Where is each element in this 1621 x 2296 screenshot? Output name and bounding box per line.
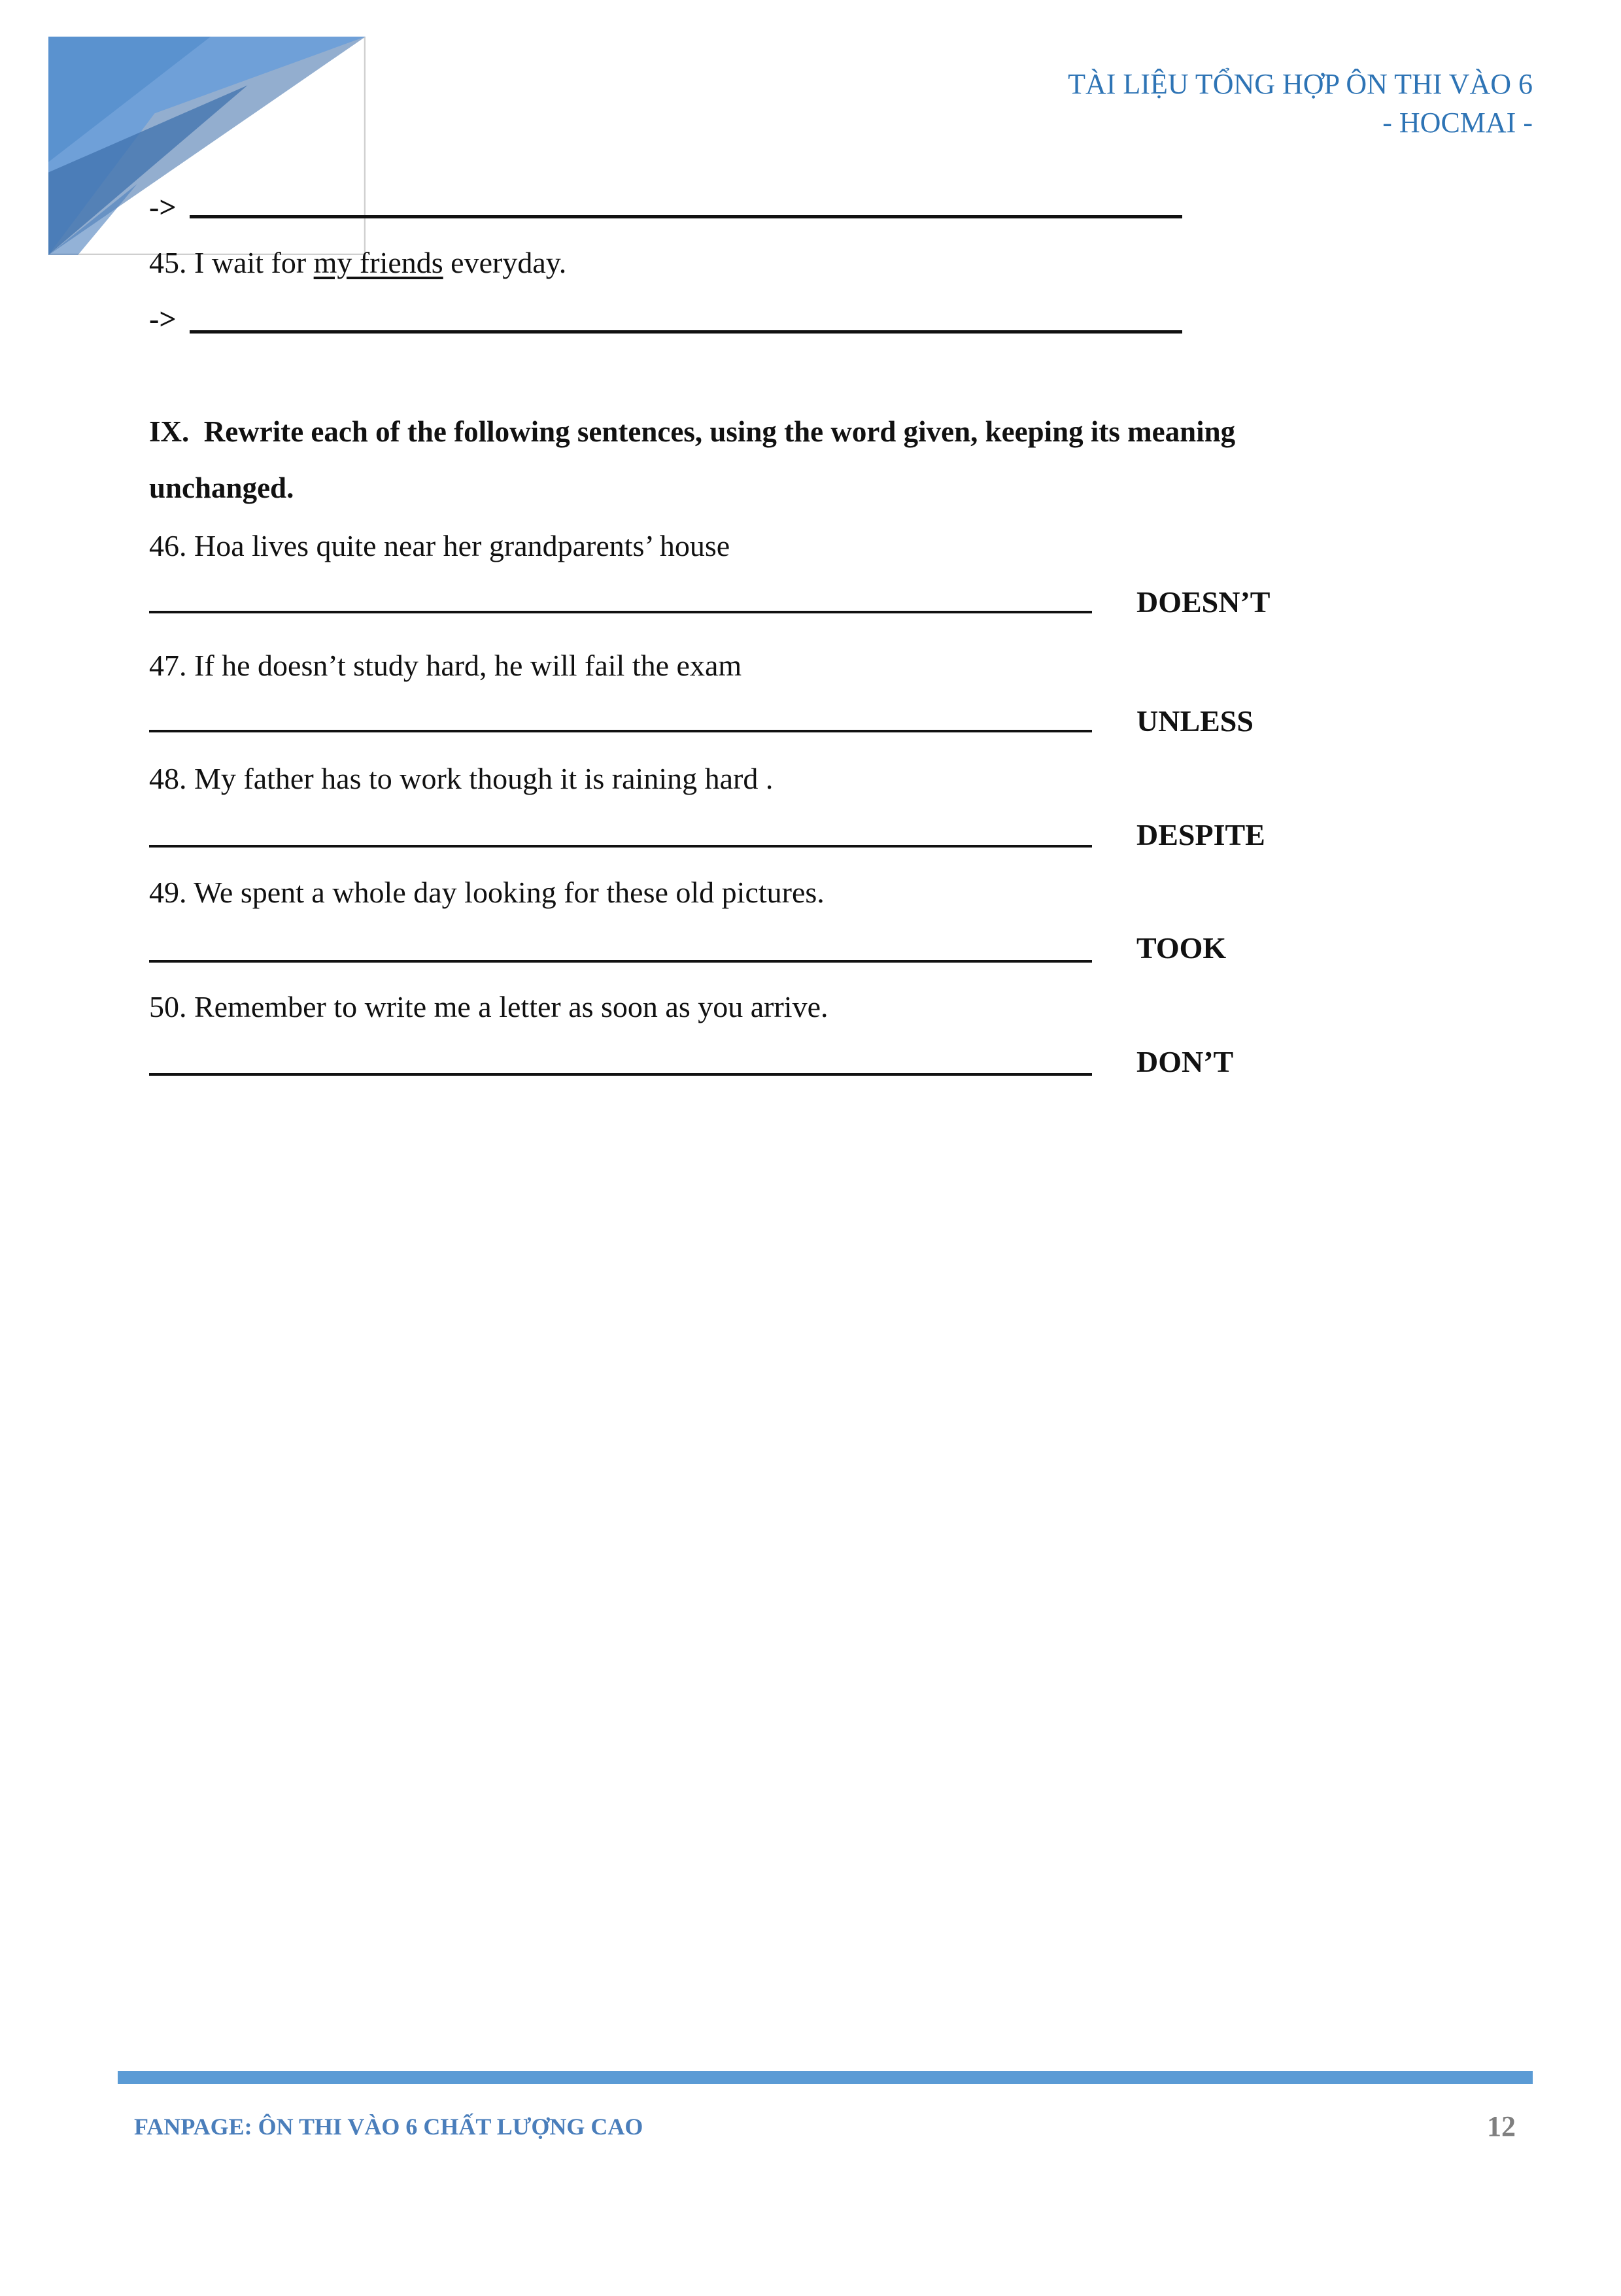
- question-45-prefix: 45. I wait for: [149, 246, 314, 279]
- footer-fanpage: FANPAGE: ÔN THI VÀO 6 CHẤT LƯỢNG CAO: [134, 2114, 643, 2140]
- answer-line[interactable]: [190, 215, 1182, 218]
- question-46: 46. Hoa lives quite near her grandparents’ house: [149, 529, 730, 562]
- answer-arrow: ->: [149, 302, 177, 335]
- answer-line-46[interactable]: [149, 611, 1092, 613]
- answer-line-49[interactable]: [149, 960, 1092, 963]
- question-45-suffix: everyday.: [443, 246, 567, 279]
- keyword-50: DON’T: [1136, 1045, 1234, 1078]
- section-number: IX.: [149, 415, 190, 448]
- section-ix-heading: [149, 415, 1235, 449]
- keyword-49: TOOK: [1136, 931, 1227, 965]
- question-49: 49. We spent a whole day looking for these old pictures.: [149, 876, 825, 909]
- answer-line-50[interactable]: [149, 1073, 1092, 1076]
- page-number: 12: [1487, 2110, 1516, 2142]
- keyword-46: DOESN’T: [1136, 585, 1271, 619]
- keyword-47: UNLESS: [1136, 704, 1254, 738]
- answer-arrow: ->: [149, 190, 177, 224]
- section-ix-heading-continued: unchanged.: [149, 471, 294, 504]
- keyword-48: DESPITE: [1136, 818, 1265, 851]
- question-50: 50. Remember to write me a letter as soon as you arrive.: [149, 990, 828, 1023]
- answer-line-48[interactable]: [149, 845, 1092, 848]
- answer-row-45: [149, 301, 1182, 336]
- footer-bar: [118, 2071, 1533, 2084]
- section-heading-text: Rewrite each of the following sentences, using the word given, keeping its meaning: [203, 415, 1236, 448]
- answer-row-44: [149, 190, 1182, 224]
- answer-line-47[interactable]: [149, 730, 1092, 732]
- answer-line[interactable]: [190, 330, 1182, 334]
- question-48: 48. My father has to work though it is raining hard .: [149, 762, 774, 795]
- question-45: [149, 245, 566, 280]
- header-subtitle: - HOCMAI -: [1382, 107, 1533, 139]
- header-title: TÀI LIỆU TỔNG HỢP ÔN THI VÀO 6: [1068, 68, 1533, 100]
- question-47: 47. If he doesn’t study hard, he will fail the exam: [149, 649, 742, 682]
- question-45-underlined: my friends: [313, 246, 443, 279]
